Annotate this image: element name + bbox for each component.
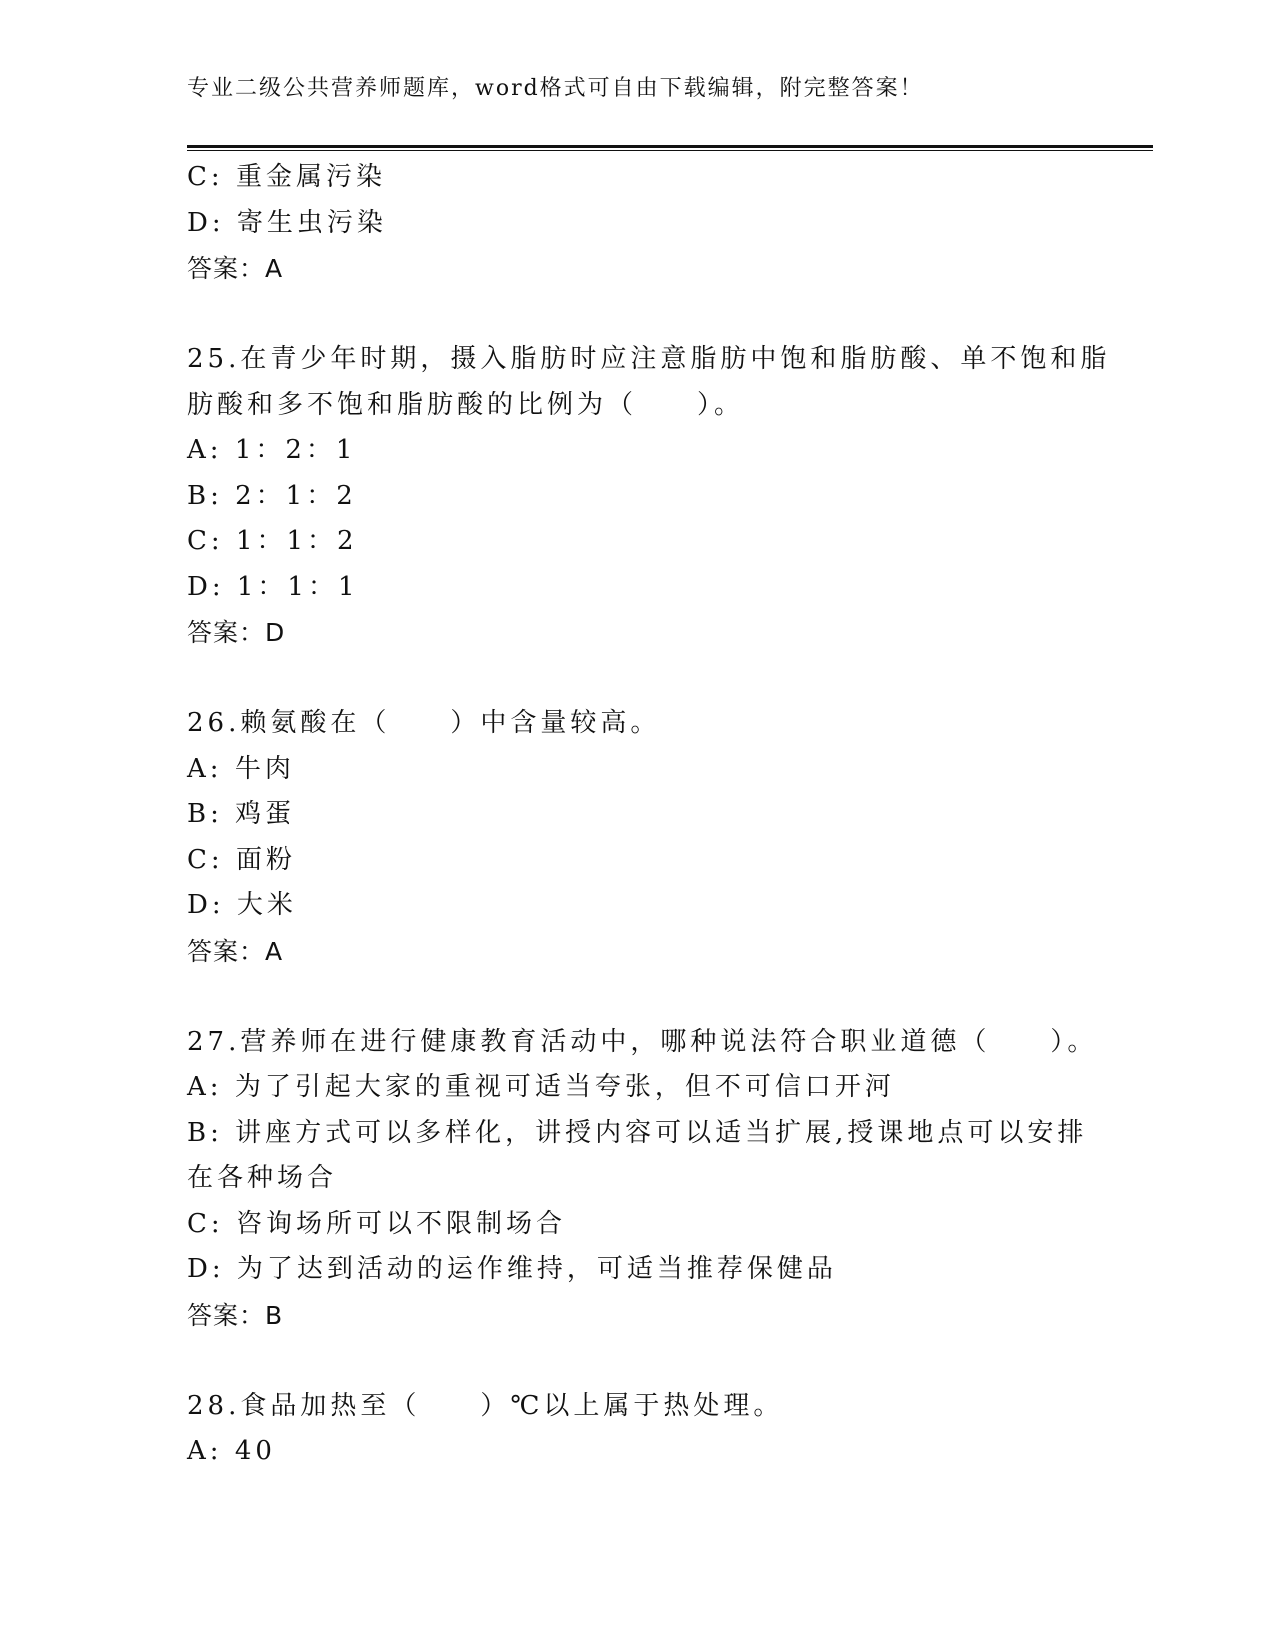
option-separator: : xyxy=(209,753,235,784)
option-label: C xyxy=(187,526,211,556)
option-text: 寄生虫污染 xyxy=(236,207,387,238)
option-b xyxy=(187,474,1087,520)
option-a xyxy=(187,1065,1087,1111)
option-d xyxy=(187,565,1087,611)
option-d xyxy=(187,201,1087,247)
option-text: 咨询场所可以不限制场合 xyxy=(235,1208,566,1239)
option-b xyxy=(187,1111,1087,1157)
option-separator: : xyxy=(211,571,237,602)
option-separator: : xyxy=(211,1254,237,1284)
page-header: 专业二级公共营养师题库，word格式可自由下载编辑，附完整答案！ xyxy=(187,76,924,101)
option-text: 大米 xyxy=(236,890,297,920)
option-label: C xyxy=(187,844,211,875)
option-text: 1：2：1 xyxy=(234,435,357,465)
answer-line: 答案：A xyxy=(187,254,284,283)
header-rule-thick xyxy=(187,145,1153,148)
option-label: D xyxy=(187,890,212,920)
option-separator: : xyxy=(210,799,236,829)
option-text: 讲座方式可以多样化，讲授内容可以适当扩展,授课地点可以安排 xyxy=(235,1117,1088,1148)
option-text: 为了引起大家的重视可适当夸张，但不可信口开河 xyxy=(234,1072,895,1102)
option-separator: : xyxy=(209,435,235,465)
option-label: B xyxy=(187,1117,211,1148)
option-text: 2：1：2 xyxy=(235,480,357,511)
option-a xyxy=(187,428,1087,474)
option-d xyxy=(187,1247,1087,1293)
option-label: D xyxy=(187,571,212,602)
option-text: 40 xyxy=(234,1436,276,1466)
question-25-stem-line-1: 25.在青少年时期，摄入脂肪时应注意脂肪中饱和脂肪酸、单不饱和脂 xyxy=(187,344,1111,374)
option-label: A xyxy=(187,753,210,784)
option-text: 面粉 xyxy=(235,844,296,875)
question-25-stem-line-2: 肪酸和多不饱和脂肪酸的比例为（ ）。 xyxy=(187,389,745,420)
option-separator: : xyxy=(210,162,236,192)
option-separator: : xyxy=(210,480,236,511)
question-28-stem: 28.食品加热至（ ）℃以上属于热处理。 xyxy=(187,1390,784,1421)
option-label: A xyxy=(187,1072,210,1102)
option-b xyxy=(187,792,1087,838)
option-label: C xyxy=(187,162,211,192)
question-content xyxy=(187,155,1111,1475)
option-a xyxy=(187,747,1087,793)
option-separator: : xyxy=(210,1208,236,1239)
option-text: 为了达到活动的运作维持，可适当推荐保健品 xyxy=(236,1254,837,1284)
option-c xyxy=(187,155,1087,201)
option-separator: : xyxy=(211,890,237,920)
option-separator: : xyxy=(211,207,237,238)
option-text: 1：1：1 xyxy=(236,571,359,602)
option-label: A xyxy=(187,435,210,465)
option-label: D xyxy=(187,1254,212,1284)
option-separator: : xyxy=(210,526,236,556)
question-26-stem: 26.赖氨酸在（ ）中含量较高。 xyxy=(187,708,661,738)
answer-line: 答案：D xyxy=(187,618,286,647)
option-label: B xyxy=(187,480,211,511)
option-text: 重金属污染 xyxy=(235,162,386,192)
option-c xyxy=(187,838,1087,884)
option-label: A xyxy=(187,1436,210,1466)
option-d xyxy=(187,883,1087,929)
option-text: 牛肉 xyxy=(234,753,295,784)
spacer xyxy=(187,974,1087,1020)
spacer xyxy=(187,1338,1087,1384)
option-separator: : xyxy=(209,1072,235,1102)
option-c xyxy=(187,1202,1087,1248)
option-separator: : xyxy=(210,1117,236,1148)
answer-line: 答案：B xyxy=(187,1300,284,1330)
option-c xyxy=(187,519,1087,565)
option-label: B xyxy=(187,799,211,829)
answer-line: 答案：A xyxy=(187,936,284,966)
option-separator: : xyxy=(209,1436,235,1466)
option-text: 鸡蛋 xyxy=(235,799,296,829)
option-b-continuation: 在各种场合 xyxy=(187,1163,338,1193)
question-27-stem: 27.营养师在进行健康教育活动中，哪种说法符合职业道德（ ）。 xyxy=(187,1026,1098,1057)
header-rule-thin xyxy=(187,150,1153,151)
option-a xyxy=(187,1429,1087,1475)
spacer xyxy=(187,656,1087,702)
option-label: C xyxy=(187,1208,211,1239)
option-label: D xyxy=(187,207,212,238)
option-text: 1：1：2 xyxy=(235,526,358,556)
spacer xyxy=(187,292,1087,338)
option-separator: : xyxy=(210,844,236,875)
